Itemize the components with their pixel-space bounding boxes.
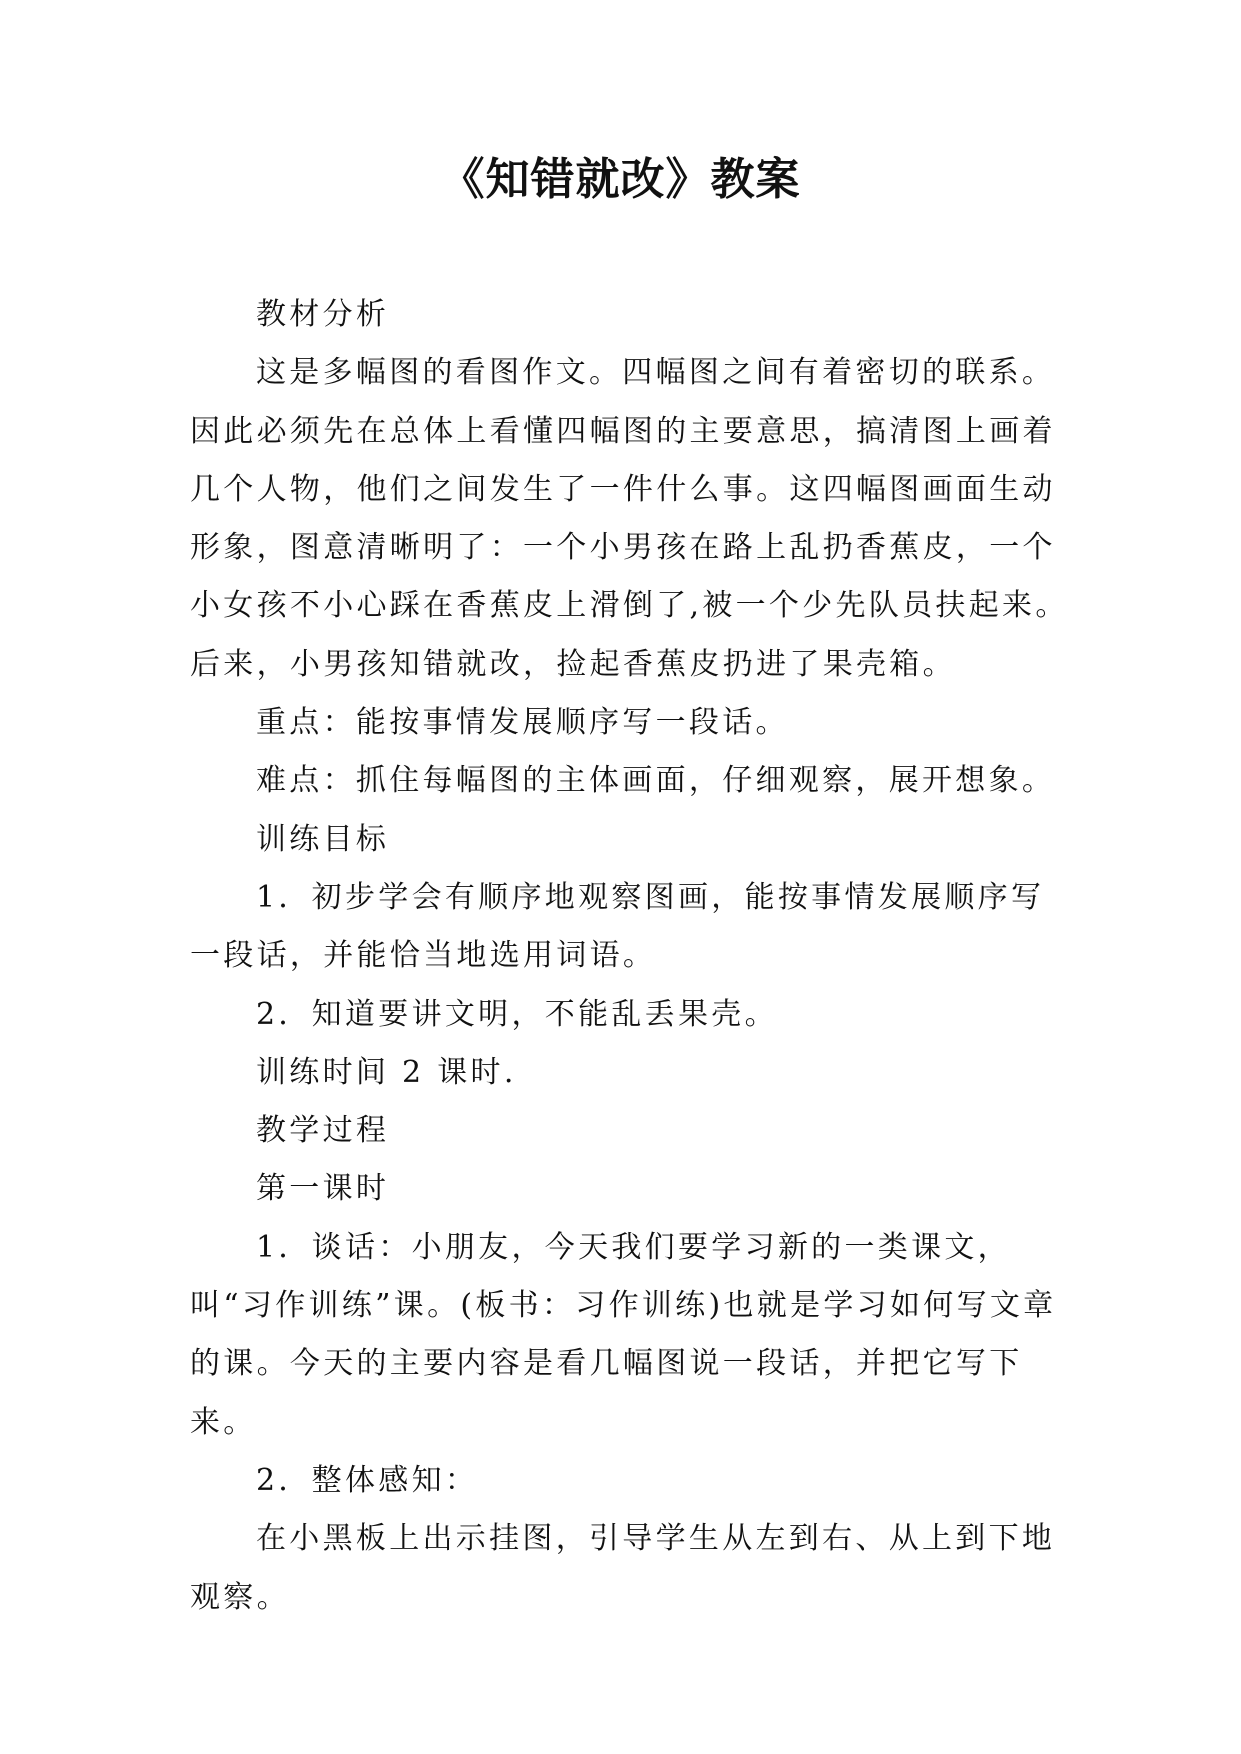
heading-teaching-process: 教学过程 [256, 1113, 390, 1149]
paragraph-step-2-detail: 在小黑板上出示挂图，引导学生从左到右、从上到下地观察。 [190, 1521, 1056, 1615]
paragraph-step-1: 1．谈话：小朋友，今天我们要学习新的一类课文，叫“习作训练”课。(板书：习作训练)也就是学习如何写文章的课。今天的主要内容是看几幅图说一段话，并把它写下来。 [190, 1229, 1057, 1440]
heading-textbook-analysis: 教材分析 [256, 297, 390, 332]
paragraph-goal-2: 2．知道要讲文明，不能乱丢果壳。 [256, 996, 778, 1032]
paragraph-training-time: 训练时间 2 课时. [256, 1054, 517, 1090]
paragraph-step-2: 2．整体感知： [256, 1462, 479, 1498]
document-title: 《知错就改》教案 [440, 154, 801, 205]
paragraph-goal-1: 1．初步学会有顺序地观察图画，能按事情发展顺序写一段话，并能恰当地选用词语。 [190, 879, 1045, 974]
heading-training-goals: 训练目标 [256, 821, 390, 857]
paragraph-key-point: 重点：能按事情发展顺序写一段话。 [256, 705, 789, 741]
document-body [190, 286, 1070, 1627]
paragraph-difficulty: 难点：抓住每幅图的主体画面，仔细观察，展开想象。 [256, 763, 1056, 799]
paragraph-analysis-text: 这是多幅图的看图作文。四幅图之间有着密切的联系。因此必须先在总体上看懂四幅图的主要意思，搞清图上画着几个人物，他们之间发生了一件什么事。这四幅图画面生动形象，图意清晰明了：一个小男孩在路上乱扔香蕉皮，一个小女孩不小心踩在香蕉皮上滑倒了,被一个少先队员扶起来。后来，小男孩知错就改，捡起香蕉皮扔进了果壳箱。 [190, 355, 1069, 682]
heading-first-lesson: 第一课时 [256, 1171, 390, 1207]
